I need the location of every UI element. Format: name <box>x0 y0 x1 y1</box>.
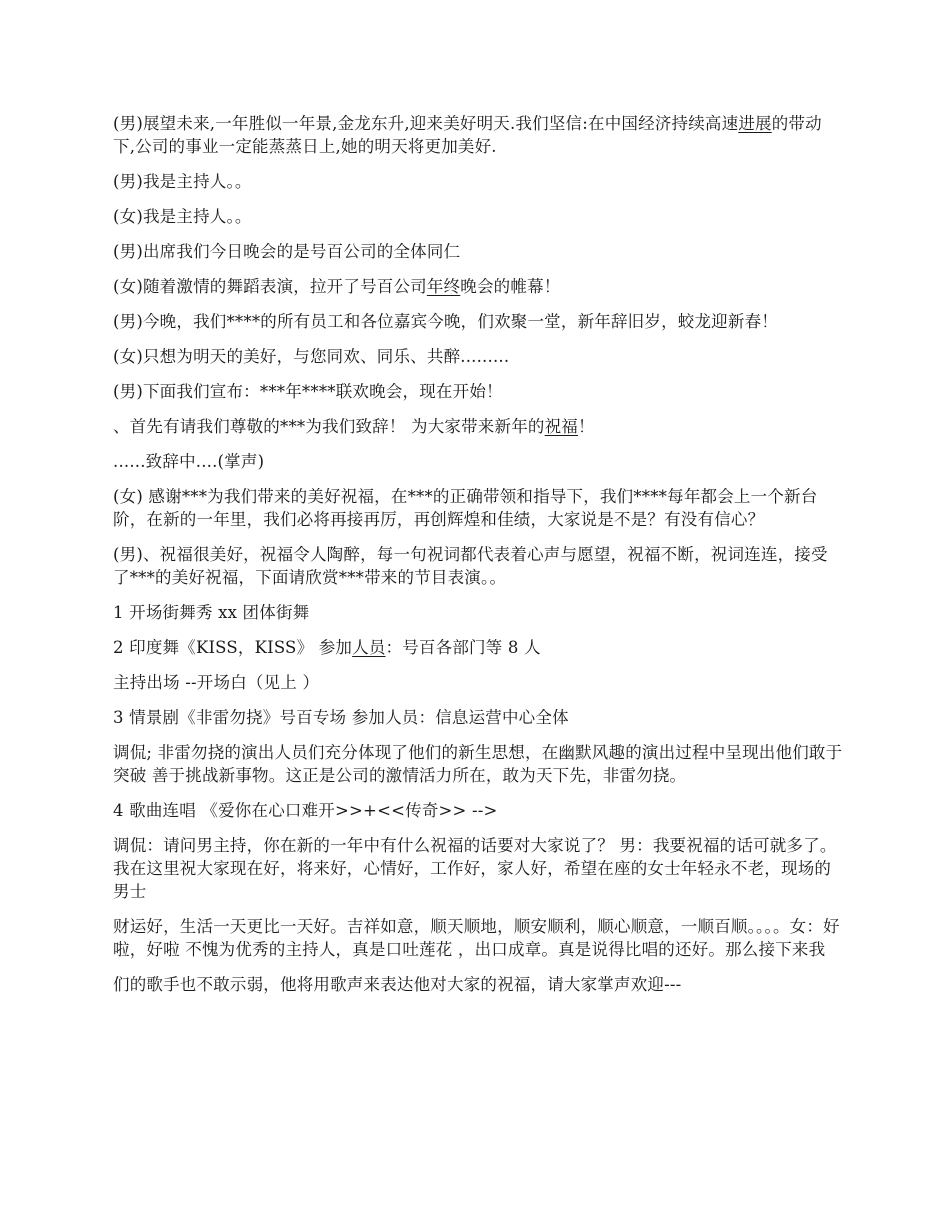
underlined-term: 祝福 <box>544 417 579 436</box>
underlined-term: 人员 <box>352 638 386 657</box>
text-run: (女)随着激情的舞蹈表演，拉开了号百公司 <box>113 277 427 296</box>
text-run: ！ <box>578 417 595 436</box>
paragraph <box>113 485 843 531</box>
text-run: 2 印度舞《KISS，KISS》 参加 <box>113 638 353 657</box>
text-run: ：号百各部门等 8 人 <box>385 638 541 657</box>
paragraph <box>113 915 843 961</box>
paragraph <box>113 205 843 228</box>
underlined-term: 年终 <box>426 277 461 296</box>
paragraph <box>113 112 843 158</box>
text-run: 财运好，生活一天更比一天好。吉祥如意，顺天顺地，顺安顺利，顺心顺意，一顺百顺。。。。女：好啦，好啦 不愧为优秀的主持人，真是口吐莲花 ，出口成章。真是说得比唱的还好。那么接下来我 <box>113 917 840 959</box>
paragraph <box>113 601 843 624</box>
text-run: 调侃：请问男主持，你在新的一年中有什么祝福的话要对大家说了？ 男：我要祝福的话可就多了。我在这里祝大家现在好，将来好，心情好，工作好，家人好，希望在座的女士年轻永不老，现场的男士 <box>113 836 837 901</box>
text-run: 晚会的帷幕！ <box>460 277 561 296</box>
paragraph <box>113 275 843 298</box>
text-run: (男)出席我们今日晚会的是号百公司的全体同仁 <box>113 242 461 261</box>
paragraph <box>113 741 843 787</box>
text-run: (男)、祝福很美好，祝福令人陶醉，每一句祝词都代表着心声与愿望，祝福不断，祝词连连，接受了***的美好祝福，下面请欣赏***带来的节目表演。。 <box>113 545 828 587</box>
paragraph <box>113 636 843 659</box>
paragraph <box>113 671 843 694</box>
document-body <box>113 112 843 1008</box>
text-run: 的带动下,公司的事业一定能蒸蒸日上,她的明天将更加美好. <box>113 114 822 156</box>
text-run: 1 开场街舞秀 xx 团体街舞 <box>113 603 310 622</box>
paragraph <box>113 240 843 263</box>
text-run: 4 歌曲连唱 《爱你在心口难开>>+<<传奇>> --> <box>113 801 498 820</box>
paragraph <box>113 170 843 193</box>
text-run: 主持出场 --开场白（见上 ） <box>113 673 320 692</box>
text-run: (女)我是主持人。。 <box>113 207 252 226</box>
paragraph <box>113 415 843 438</box>
paragraph <box>113 799 843 822</box>
text-run: (男)今晚，我们****的所有员工和各位嘉宾今晚，们欢聚一堂，新年辞旧岁，蛟龙迎新春！ <box>113 312 778 331</box>
text-run: (女) 感谢***为我们带来的美好祝福，在***的正确带领和指导下，我们****每年都会上一个新台阶，在新的一年里，我们必将再接再厉，再创辉煌和佳绩，大家说是不是？有没有信心？ <box>113 487 818 529</box>
paragraph <box>113 973 843 996</box>
text-run: (女)只想为明天的美好，与您同欢、同乐、共醉......... <box>113 347 510 366</box>
text-run: (男)下面我们宣布：***年****联欢晚会，现在开始！ <box>113 382 503 401</box>
text-run: 、首先有请我们尊敬的***为我们致辞！ 为大家带来新年的 <box>113 417 545 436</box>
paragraph <box>113 310 843 333</box>
text-run: (男)展望未来,一年胜似一年景,金龙东升,迎来美好明天.我们坚信:在中国经济持续高速 <box>113 114 739 133</box>
paragraph <box>113 450 843 473</box>
paragraph <box>113 543 843 589</box>
text-run: 3 情景剧《非雷勿挠》号百专场 参加人员：信息运营中心全体 <box>113 708 569 727</box>
paragraph <box>113 345 843 368</box>
text-run: ......致辞中....(掌声) <box>113 452 265 471</box>
text-run: 调侃; 非雷勿挠的演出人员们充分体现了他们的新生思想，在幽默风趣的演出过程中呈现出他们敢于突破 善于挑战新事物。这正是公司的激情活力所在，敢为天下先，非雷勿挠。 <box>113 743 843 785</box>
underlined-term: 进展 <box>738 114 772 133</box>
paragraph <box>113 380 843 403</box>
paragraph <box>113 834 843 903</box>
paragraph <box>113 706 843 729</box>
text-run: (男)我是主持人。。 <box>113 172 252 191</box>
text-run: 们的歌手也不敢示弱，他将用歌声来表达他对大家的祝福，请大家掌声欢迎--- <box>113 975 682 994</box>
